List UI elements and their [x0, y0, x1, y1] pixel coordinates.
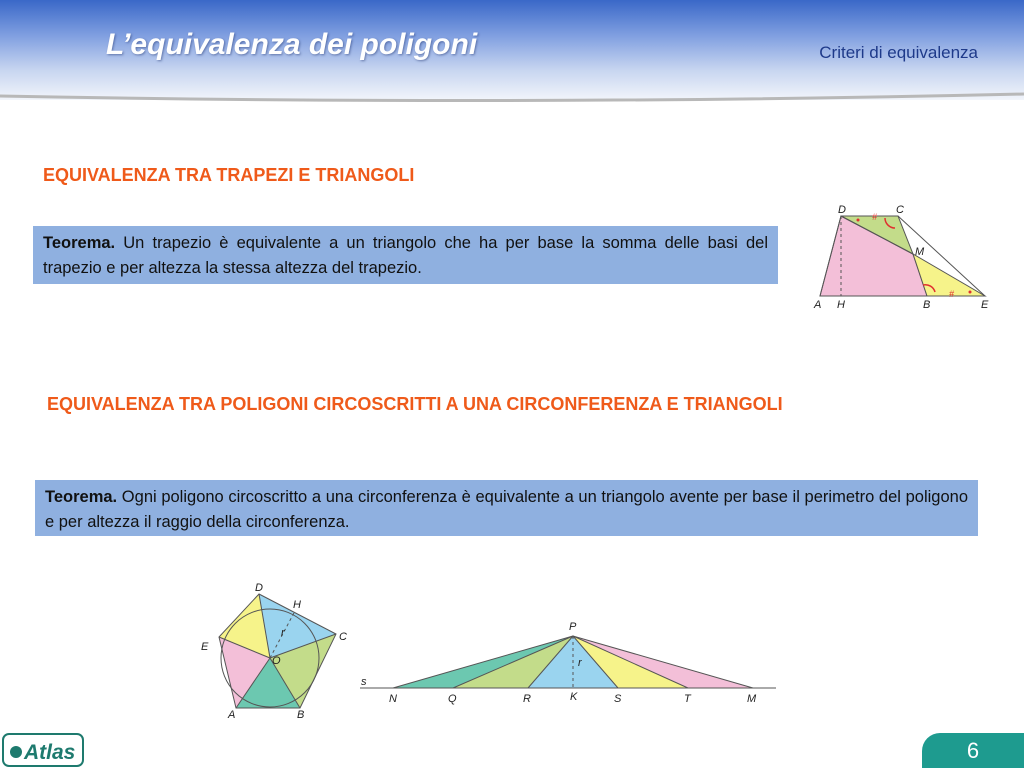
- label-E: E: [981, 299, 989, 311]
- header-divider: [0, 92, 1024, 108]
- label-A: A: [228, 709, 236, 721]
- label-M: M: [915, 246, 925, 258]
- label-B: B: [923, 299, 931, 311]
- label-C: C: [339, 631, 347, 643]
- section-label: Criteri di equivalenza: [819, 43, 978, 62]
- label-K: K: [570, 691, 578, 703]
- triangle-figure: [358, 614, 778, 706]
- label-O: O: [272, 655, 281, 667]
- theorem-box-poligoni: [35, 480, 978, 536]
- section-heading-trapezi: EQUIVALENZA TRA TRAPEZI E TRIANGOLI: [43, 165, 415, 185]
- logo-text: Atlas: [24, 741, 76, 764]
- label-E: E: [201, 641, 209, 653]
- page-title: L’equivalenza dei poligoni: [106, 28, 478, 61]
- page-number: [922, 733, 1024, 768]
- atlas-logo: [0, 732, 86, 768]
- label-T: T: [684, 693, 691, 705]
- equal-mark: #: [949, 289, 955, 299]
- section-heading-poligoni: EQUIVALENZA TRA POLIGONI CIRCOSCRITTI A UNA CIRCONFERENZA E TRIANGOLI: [47, 394, 783, 414]
- label-s: s: [361, 676, 367, 688]
- label-H: H: [837, 299, 845, 311]
- label-N: N: [389, 693, 397, 705]
- label-r: r: [578, 657, 582, 669]
- theorem-text: Un trapezio è equivalente a un triangolo che ha per base la somma delle basi del trapezio e per altezza la stessa altezza del trapezio.: [43, 234, 768, 277]
- theorem-box-trapezi: [33, 226, 778, 284]
- theorem-text: Ogni poligono circoscritto a una circonferenza è equivalente a un triangolo avente per base il perimetro del poligono e per altezza il raggio della circonferenza.: [45, 488, 968, 531]
- label-Q: Q: [448, 693, 457, 705]
- page-number-text: 6: [966, 737, 980, 763]
- label-P: P: [569, 621, 577, 633]
- trapezoid-figure: [805, 198, 1005, 316]
- theorem-label: Teorema.: [43, 234, 116, 252]
- label-A: A: [814, 299, 822, 311]
- label-R: R: [523, 693, 531, 705]
- label-H: H: [293, 599, 301, 611]
- label-r: r: [281, 627, 285, 639]
- label-B: B: [297, 709, 305, 721]
- label-D: D: [838, 204, 846, 216]
- theorem-label: Teorema.: [45, 488, 118, 506]
- pentagon-figure: [195, 580, 360, 722]
- label-S: S: [614, 693, 622, 705]
- label-M: M: [747, 693, 757, 705]
- equal-mark: #: [872, 212, 878, 222]
- label-C: C: [896, 204, 904, 216]
- label-D: D: [255, 582, 263, 594]
